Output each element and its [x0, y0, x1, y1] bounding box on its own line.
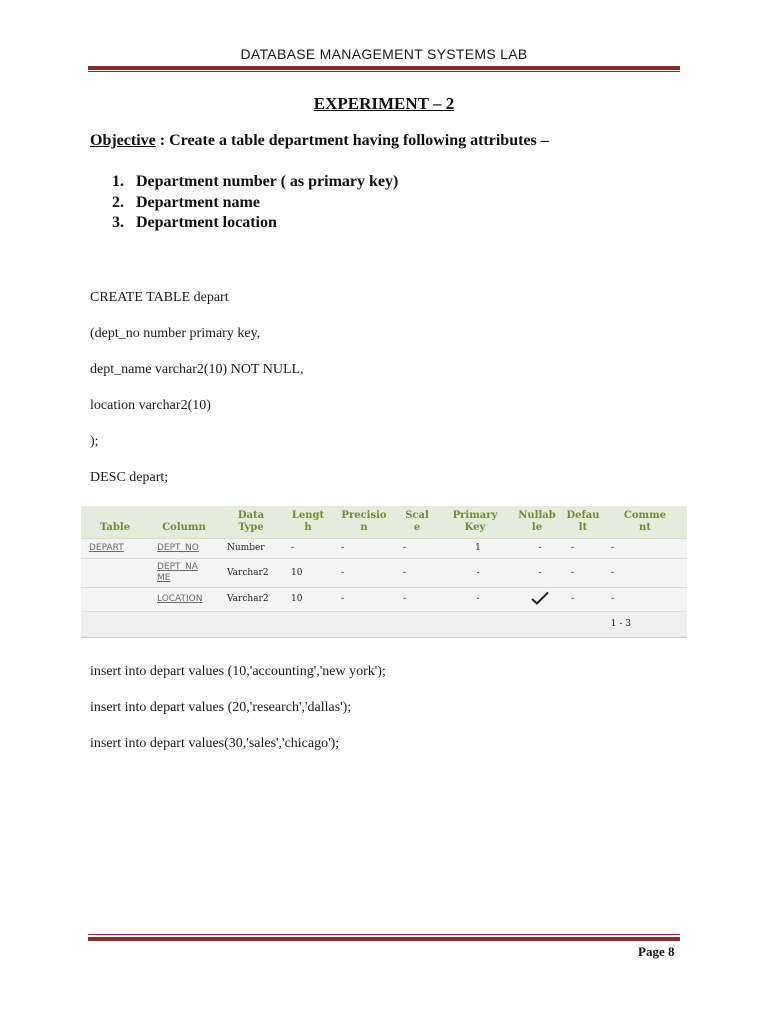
header-default[interactable]: Defau lt — [563, 506, 603, 539]
page-number: Page 8 — [638, 944, 675, 959]
cell: - — [439, 559, 511, 588]
cell: - — [395, 588, 439, 612]
code-line: ); — [90, 434, 99, 449]
cell: 10 — [283, 588, 333, 612]
header-column[interactable]: Column — [149, 506, 219, 539]
header-primary-key[interactable]: Primary Key — [439, 506, 511, 539]
table-row — [81, 559, 687, 588]
column-link[interactable]: LOCATION — [157, 594, 203, 604]
list-text: Department location — [136, 214, 277, 231]
column-link[interactable]: DEPT_NO — [157, 543, 199, 553]
code-line: (dept_no number primary key, — [90, 326, 261, 341]
cell: - — [603, 588, 687, 612]
table-row — [81, 539, 687, 559]
cell: - — [603, 539, 687, 559]
footer-rule — [88, 937, 680, 941]
header-scale[interactable]: Scal e — [395, 506, 439, 539]
header-nullable[interactable]: Nullab le — [511, 506, 563, 539]
footer-rule-thin — [88, 934, 680, 935]
cell: - — [603, 559, 687, 588]
check-icon — [531, 591, 549, 605]
cell: 10 — [283, 559, 333, 588]
code-line: insert into depart values(30,'sales','chicago'); — [90, 736, 340, 751]
header-precision[interactable]: Precisio n — [333, 506, 395, 539]
code-line: location varchar2(10) — [90, 398, 211, 413]
cell: - — [439, 588, 511, 612]
cell: - — [563, 559, 603, 588]
header-rule-thin — [88, 71, 680, 72]
describe-table — [81, 506, 687, 638]
list-text: Department number ( as primary key) — [136, 173, 399, 190]
code-line: insert into depart values (20,'research','dallas'); — [90, 700, 352, 715]
cell: - — [511, 559, 563, 588]
header-table[interactable]: Table — [81, 506, 149, 539]
code-line: insert into depart values (10,'accounting','new york'); — [90, 664, 386, 679]
experiment-title: EXPERIMENT – 2 — [313, 94, 455, 113]
code-line: DESC depart; — [90, 470, 169, 485]
cell: Varchar2 — [219, 588, 283, 612]
cell: Varchar2 — [219, 559, 283, 588]
cell: - — [333, 559, 395, 588]
table-header-row — [81, 506, 687, 539]
column-link[interactable]: DEPT_NA ME — [157, 562, 198, 583]
list-number: 1. — [112, 173, 124, 190]
table-footer-row — [81, 612, 687, 638]
table-row — [81, 588, 687, 612]
cell: - — [395, 559, 439, 588]
list-text: Department name — [136, 193, 260, 211]
cell — [81, 588, 149, 612]
cell: 1 — [439, 539, 511, 559]
cell — [81, 559, 149, 588]
header-length[interactable]: Lengt h — [283, 506, 333, 539]
cell: Number — [219, 539, 283, 559]
code-line: dept_name varchar2(10) NOT NULL, — [90, 362, 304, 377]
cell: - — [563, 588, 603, 612]
cell: - — [333, 588, 395, 612]
list-item — [112, 193, 398, 214]
list-number: 2. — [112, 193, 124, 211]
code-line: CREATE TABLE depart — [90, 290, 229, 305]
cell: - — [333, 539, 395, 559]
table-link[interactable]: DEPART — [89, 543, 124, 553]
cell: - — [283, 539, 333, 559]
cell: - — [511, 539, 563, 559]
objective-text: : Create a table department having following attributes – — [155, 132, 549, 149]
header-title: DATABASE MANAGEMENT SYSTEMS LAB — [240, 46, 528, 62]
header-comment[interactable]: Comme nt — [603, 506, 687, 539]
list-item — [112, 172, 398, 193]
list-number: 3. — [112, 214, 124, 231]
objective-label: Objective — [90, 132, 156, 149]
cell: - — [563, 539, 603, 559]
objective — [90, 132, 549, 150]
cell: - — [395, 539, 439, 559]
header-data-type[interactable]: Data Type — [219, 506, 283, 539]
header-rule — [88, 66, 680, 70]
list-item — [112, 213, 398, 234]
pagination-label: 1 - 3 — [81, 612, 687, 638]
cell — [511, 588, 563, 612]
attribute-list — [112, 172, 398, 234]
